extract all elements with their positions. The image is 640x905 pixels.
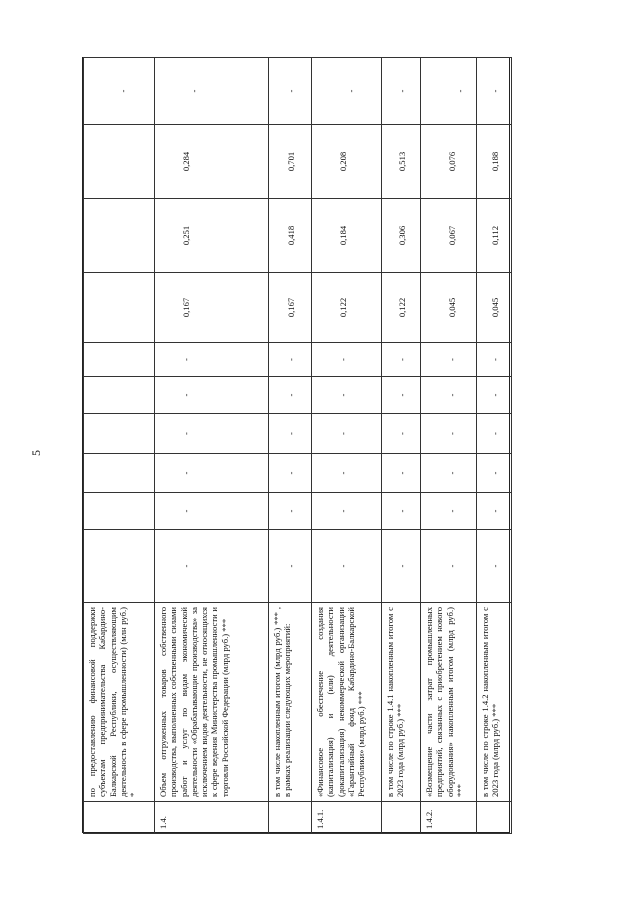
indicator-text: Объем отгруженных товаров собственного производства, выполненных собственными силами работ и услуг по видам экономической деятельности «Обрабатывающие производства» за исключением видов деятельности, не относящихся к сфере ведения Министерства промышленности и торговли Российской Федерации (млрд руб.) *** — [155, 603, 269, 802]
value-cell: 0,045 — [477, 273, 512, 343]
value-cell: - — [477, 58, 512, 125]
value-cell: - — [269, 414, 312, 454]
table-row — [382, 58, 421, 834]
value-cell — [84, 273, 155, 343]
row-number — [84, 802, 155, 834]
indicator-text: «Возмещение части затрат промышленных предприятий, связанных с приобретением нового оборудования» накопленным итогом (млрд руб.) *** — [421, 603, 477, 802]
indicator-text: в том числе по строке 1.4.2 накопленным итогом с 2023 года (млрд руб.) *** — [477, 603, 512, 802]
value-cell: - — [477, 493, 512, 530]
value-cell: - — [155, 493, 269, 530]
value-cell — [84, 343, 155, 377]
value-cell: - — [421, 343, 477, 377]
indicator-table-frame — [82, 57, 510, 833]
value-cell: - — [382, 343, 421, 377]
value-cell: - — [312, 530, 382, 603]
value-cell — [84, 530, 155, 603]
table-row — [312, 58, 382, 834]
value-cell: 0,513 — [382, 125, 421, 199]
value-cell: 0,122 — [382, 273, 421, 343]
value-cell: 0,418 — [269, 199, 312, 273]
value-cell: - — [421, 58, 477, 125]
value-cell: - — [312, 58, 382, 125]
value-cell: - — [155, 343, 269, 377]
value-cell — [84, 199, 155, 273]
value-cell: 0,284 — [155, 125, 269, 199]
value-cell — [84, 414, 155, 454]
value-cell: 0,067 — [421, 199, 477, 273]
value-cell: - — [269, 343, 312, 377]
indicator-table — [83, 57, 512, 834]
value-cell: 0,306 — [382, 199, 421, 273]
indicator-text: «Финансовое обеспечение создания (капитализация) и (или) деятельности (докапитализация) некоммерческой организации «Гарантийный фонд Кабардино-Балкарской Республики» (млрд руб.) *** — [312, 603, 382, 802]
value-cell: - — [421, 530, 477, 603]
row-number — [382, 802, 421, 834]
indicator-text: по предоставлению финансовой поддержки субъектам предпринимательства Кабардино-Балкарской Республики, осуществляющим деятельность в сфере промышленности) (млн руб.) * — [84, 603, 155, 802]
value-cell: 0,188 — [477, 125, 512, 199]
value-cell: - — [312, 414, 382, 454]
value-cell: - — [269, 454, 312, 493]
value-cell: - — [477, 377, 512, 414]
value-cell: - — [269, 530, 312, 603]
value-cell: - — [155, 377, 269, 414]
table-row — [84, 58, 155, 834]
value-cell: - — [382, 454, 421, 493]
indicator-text: в том числе по строке 1.4.1 накопленным итогом с 2023 года (млрд руб.) *** — [382, 603, 421, 802]
value-cell: - — [421, 414, 477, 454]
table-row — [421, 58, 477, 834]
value-cell: 0,076 — [421, 125, 477, 199]
value-cell: 0,122 — [312, 273, 382, 343]
value-cell: - — [312, 343, 382, 377]
value-cell: - — [421, 454, 477, 493]
value-cell: - — [312, 454, 382, 493]
value-cell: - — [155, 454, 269, 493]
value-cell — [84, 125, 155, 199]
value-cell: 0,701 — [269, 125, 312, 199]
value-cell: - — [382, 414, 421, 454]
value-cell — [84, 454, 155, 493]
value-cell: - — [155, 58, 269, 125]
rotated-table-container — [83, 58, 511, 834]
value-cell: 0,045 — [421, 273, 477, 343]
table-row — [269, 58, 312, 834]
row-number: 1.4.2. — [421, 802, 477, 834]
value-cell: - — [155, 414, 269, 454]
value-cell: 0,208 — [312, 125, 382, 199]
value-cell: - — [382, 58, 421, 125]
value-cell: 0,251 — [155, 199, 269, 273]
table-row — [155, 58, 269, 834]
value-cell: - — [477, 343, 512, 377]
row-number: 1.4.1. — [312, 802, 382, 834]
row-number — [477, 802, 512, 834]
value-cell: - — [382, 493, 421, 530]
value-cell: - — [269, 58, 312, 125]
value-cell: - — [382, 530, 421, 603]
table-body — [84, 58, 512, 834]
table-row — [477, 58, 512, 834]
value-cell: - — [421, 377, 477, 414]
value-cell: - — [477, 414, 512, 454]
value-cell: 0,167 — [269, 273, 312, 343]
value-cell: - — [312, 377, 382, 414]
value-cell: - — [421, 493, 477, 530]
value-cell: - — [477, 454, 512, 493]
row-number — [269, 802, 312, 834]
row-number: 1.4. — [155, 802, 269, 834]
value-cell: - — [382, 377, 421, 414]
indicator-text: в том числе накопленным итогом (млрд руб.) *** , в рамках реализации следующих мероприятий: — [269, 603, 312, 802]
value-cell: - — [269, 493, 312, 530]
value-cell — [84, 493, 155, 530]
page-number: 5 — [29, 450, 43, 456]
value-cell: - — [312, 493, 382, 530]
value-cell: - — [84, 58, 155, 125]
value-cell: 0,167 — [155, 273, 269, 343]
value-cell — [84, 377, 155, 414]
value-cell: 0,112 — [477, 199, 512, 273]
value-cell: - — [269, 377, 312, 414]
value-cell: 0,184 — [312, 199, 382, 273]
value-cell: - — [155, 530, 269, 603]
value-cell: - — [477, 530, 512, 603]
